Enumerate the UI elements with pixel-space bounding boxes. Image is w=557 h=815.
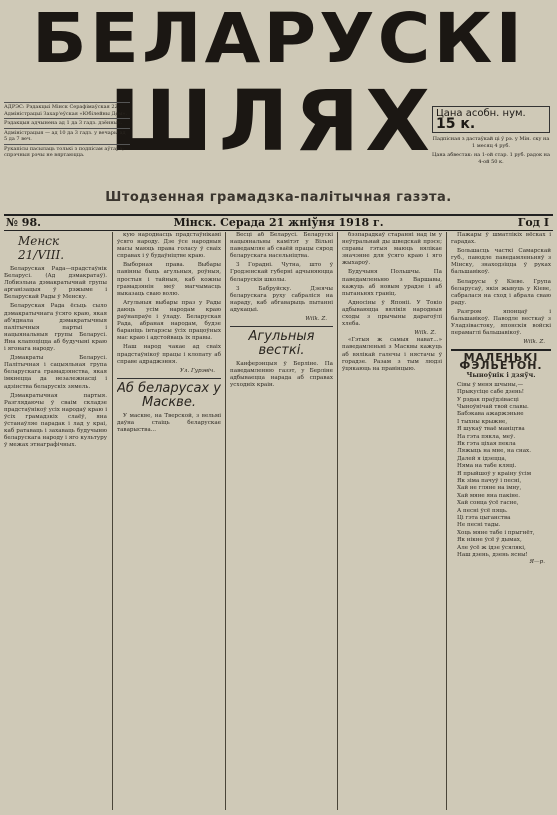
news-section-title: Агульныя весткі. xyxy=(230,326,333,358)
column1-paragraph: Дэмакраты Беларусі. Палітычная і сацыяльная група беларускага грамадзянства, якая імкнецца да незалежнасці і адзінства беларускіх зямель. xyxy=(4,355,107,390)
poem-line: Але ўсё ж ідзе ўсялякі, xyxy=(457,544,526,551)
poem-line: Сівы ў меня шчыны,— xyxy=(457,381,524,388)
column4-paragraph: «Гэтыя ж самыя нават...» паведамленьні з Масквы кажуць аб вялікай галечы і нястачы ў горадзе. Разам з тым людзі ўцякаюць на правінцыю. xyxy=(342,337,442,372)
admin-hours: Адміністрацыя — ад 10 да 3 гадз. у вечары ад 5 да 7 веч. xyxy=(4,128,130,144)
poem-line: Няма на табе кляці. xyxy=(457,463,517,470)
subscription-info: Падпісная з дастаўкай ці ў рэ. у Мін. ску на 1 месяц 4 руб. xyxy=(432,136,550,149)
column-1 xyxy=(4,232,107,810)
price-value: 15 к. xyxy=(436,116,476,132)
poem-line: Як зіма пачуў і песні, xyxy=(457,477,522,484)
column5-paragraph: Беларусы ў Кіеве. Група беларусаў, якія жывуць у Кіеве, сабралася на сход і абрала сваю раду. xyxy=(451,278,551,306)
poem-line: Далей я ідзецца, xyxy=(457,455,507,462)
feuilleton-title: МАЛЕНЬКІ ФЭЛЬЕТОН. xyxy=(451,349,551,368)
newspaper-subtitle: Штодзенная грамадзка-палітычная газэта. xyxy=(105,190,452,205)
column2-paragraph: Наш народ чакае ад сваіх прадстаўнікоў працы і клопату аб справе адраджэння. xyxy=(117,344,221,365)
column3-paragraph: Весці аб Беларусі. Беларускі нацыянальны камітэт у Вільні паведамляе аб сваёй працы сярод беларускага насельніцтва. xyxy=(230,232,333,260)
poem-line: Хай мяне яна пакіне. xyxy=(457,492,521,499)
masthead-right-info xyxy=(432,106,550,178)
price-box xyxy=(432,106,550,133)
poem-line: Чыноўнічай твой славы. xyxy=(457,403,529,410)
issue-number: № 98. xyxy=(6,216,41,229)
column1-paragraph: Беларуская Рада ёсьць сыло дэмакратычнага ўсяго краю, якая аб'яднала дэмакратычныя палітычныя партыі і нацыянальныя групы Беларусі. Яна клапоціцца аб будучыні краю і ягонага народу. xyxy=(4,303,107,353)
issue-dateline: Мінск. Серада 21 жніўня 1918 г. xyxy=(173,216,384,229)
poem-line: Не песні тады. xyxy=(457,522,501,529)
poem-line: Як нікне ўсё ў дымах, xyxy=(457,537,522,544)
newspaper-title-line1: БЕЛАРУСКІ xyxy=(31,0,526,78)
poem-line: А песні ўсё пяць. xyxy=(457,507,508,514)
poem-line: Я прыйшоў у краіну ўсім xyxy=(457,470,532,477)
column2-paragraph: Агульныя выбары праз у Рады даюць усім народам краю раўнапраўе і ўладу. Беларуская Рада, абраная народам, будзе бараніць інтарэсы ўсіх працоўных мас краю і адстойваць іх правы. xyxy=(117,299,221,342)
poem-line: На гэта пякла, меў. xyxy=(457,433,516,440)
column5-signature: Wilk. Z. xyxy=(523,339,545,346)
column-2 xyxy=(117,232,221,810)
column2-signature: Ул. Гурэвіч. xyxy=(179,367,215,374)
poem-title: Чыноўнік і дзяўч. xyxy=(466,370,536,379)
column-5 xyxy=(451,232,551,810)
column-divider xyxy=(446,232,447,810)
poem-line: Бабэкава ажаржэньне xyxy=(457,411,524,418)
article-text-moscow: У маскве, на Тверской, з вельмі даўна стаіць беларускае таварыства... xyxy=(117,412,221,433)
column2-paragraph: Выборная права. Выбары павінны быць агульныя, роўныя, простыя і тайныя, каб кожны грамадзянін меў магчымасць выказаць сваю волю. xyxy=(117,262,221,297)
column-divider xyxy=(225,232,226,810)
column5-paragraph: Пажары ў шматлікіх вёсках і гарадах. xyxy=(451,232,551,246)
masthead-left-info xyxy=(4,102,130,180)
poem-line: Ляжыць на мне, на снах. xyxy=(457,448,531,455)
handwritten-date: Менск 21/VIII. xyxy=(18,234,65,262)
column5-paragraph: Разгром японцаў і бальшавікоў. Паводле весткаў з Уладзівастоку, японскія войскі перамаглі бальшавікоў. xyxy=(451,308,551,337)
poem-signature: Я—р. xyxy=(529,559,545,566)
column4-paragraph: Адносіны ў Японіі. У Токіо адбываюцца вялікія народныя сходы з прычыны дарагоўлі хлеба. xyxy=(342,299,442,328)
poem-line: Прыкусіце сабе дзень! xyxy=(457,389,525,396)
column4-paragraph: бэзпарадкаў старанні над ім у неўтральнай ды шведскай прэсе; справы гэтыя маюць вялікае значэнне для ўсяго краю і яго жыхароў. xyxy=(342,232,442,267)
column5-paragraph: Большасць часткі Самарскай губ., паводле паведамленьняў з Мінску, знаходзіцца ў руках бальшавікоў. xyxy=(451,248,551,276)
column1-paragraph: Дэмакратычная партыя. Разглядаючы ў сваім складзе прадстаўнікоў усіх народаў краю і ўсіх грамадзкіх слаёў, яна ўстанаўляе парадак і лад у краі, каб ратаваць і захаваць будучыню беларускага народу і яго культуру ў межах этнаграфічных. xyxy=(4,392,107,449)
masthead xyxy=(0,0,557,185)
poem-line: У рэдак праўдзівасці xyxy=(457,396,519,403)
poem-line: Ці гэта цыганства xyxy=(457,515,511,521)
poem-line: Хай не гляне на імну, xyxy=(457,485,522,492)
ads-price-info: Цана абвестак: на 1-ой стар. 1 руб. радок на 4-ой 50 к. xyxy=(432,152,550,165)
column-3 xyxy=(230,232,333,810)
poem-line: Я шукаў тваё маніцтва xyxy=(457,426,525,433)
column3-signature: Wilk. Z. xyxy=(305,316,327,323)
poem-line: Як гэта ціхая пекла xyxy=(457,440,516,447)
column3-paragraph: З Бабруйску. Дзеячы беларускага руху сабраліся на нараду, каб абгаварыць пытанні адукацыі. xyxy=(230,285,333,313)
article-title-moscow: Аб беларусах у Маскве. xyxy=(117,378,221,410)
column-divider xyxy=(337,232,338,810)
office-hours: Рэдакцыя адчынена ад 1 да 3 гадз. дзённых. xyxy=(4,118,130,128)
newspaper-title-line2: ШЛЯХ xyxy=(109,72,436,170)
price-label: Цана асобн. нум. xyxy=(436,108,526,119)
poem-line: Наш дзень, дзень ясны! xyxy=(457,552,528,559)
column3-paragraph: З Горадні. Чутна, што ў Гродзенскай губерні адчыняюцца беларускія школы. xyxy=(230,262,333,283)
manuscript-note: Рукапісы пасылаць толькі з подпісам аўтара; спрэчныя рэчы не вяртаюцца. xyxy=(4,144,130,160)
column4-signature: Wilk. Z. xyxy=(414,330,436,337)
article-columns xyxy=(4,232,553,812)
poem-line: І тыхны крыжне, xyxy=(457,418,508,425)
column1-paragraph: Беларуская Рада—прадстаўнік Беларусі. (Ад дэмакратаў). Лобиэльна дэмакратычнай групы арганізацыя ў рэжыме і Беларускай Рады ў Менску. xyxy=(4,266,107,301)
news-section-text: Канферэнцыя ў Берліне. Па паведамленню газэт, у Берліне адбываецца нарада аб справах усходніх краін. xyxy=(230,361,333,389)
column4-paragraph: Будучыня Польшчы. Па паведамленьню з Варшавы, кажуць аб новым урадзе і аб пытаньнях граніц. xyxy=(342,269,442,297)
poem-line: Хай сонца ўсё гасне, xyxy=(457,500,519,507)
address-info: АДРЭС: Рэдакцыі Мінск Серафімаўская 22. Адміністрацыі Захар'еўская «Юбілейны Дом». xyxy=(4,102,130,118)
column-4 xyxy=(342,232,442,810)
column2-paragraph: кую народнасць прадстаўнікамі ўсяго народу. Дзе ўсе народныя масы маюць права голасу ў сваіх справах і ў будаўніцтве краю. xyxy=(117,232,221,260)
column-divider xyxy=(112,232,113,810)
poem-body xyxy=(451,382,551,560)
issue-year: Год I xyxy=(517,216,549,229)
poem-line: Хоць мяне табе і прыгнёт, xyxy=(457,529,535,536)
issue-info-bar xyxy=(4,214,553,231)
